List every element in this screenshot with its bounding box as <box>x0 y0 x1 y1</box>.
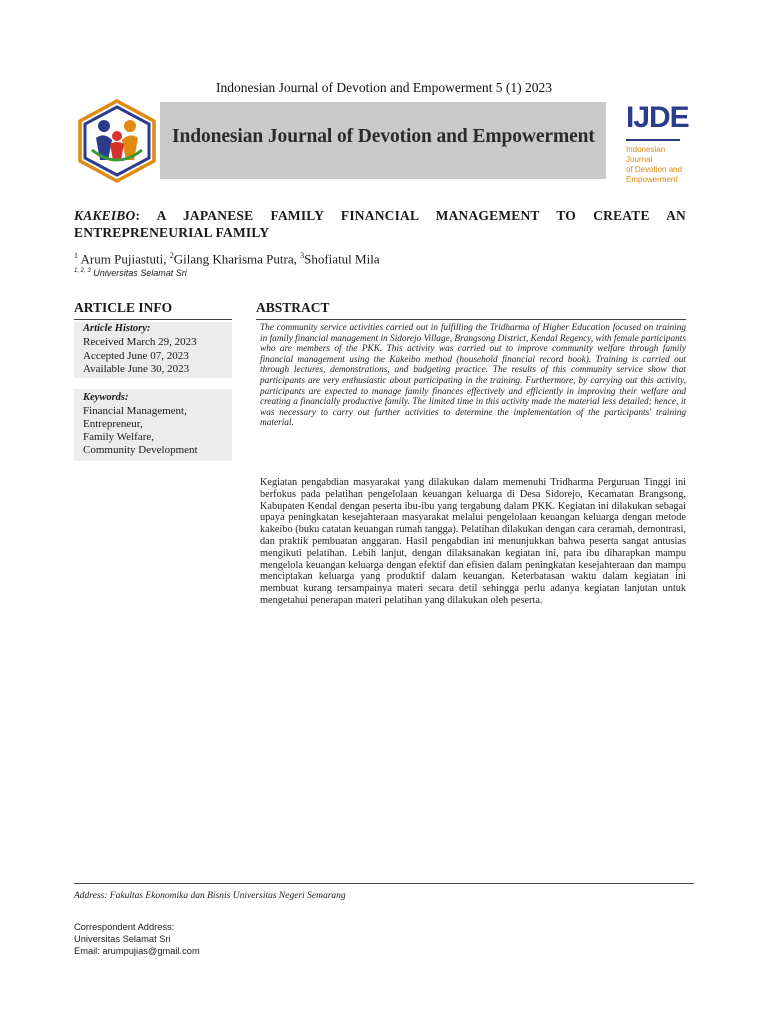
article-info-rule <box>74 319 232 320</box>
keywords-box <box>74 389 232 461</box>
keyword: Entrepreneur, <box>83 418 143 430</box>
history-accepted: Accepted June 07, 2023 <box>83 350 189 362</box>
running-head: Indonesian Journal of Devotion and Empowerment 5 (1) 2023 <box>216 80 552 95</box>
ijde-logo-text: IJDE <box>626 101 689 134</box>
footer-address: Address: Fakultas Ekonomika dan Bisnis Universitas Negeri Semarang <box>74 891 346 901</box>
affiliation: $^{1, 2, 3}$ Universitas Selamat Sri <box>74 268 187 278</box>
history-available: Available June 30, 2023 <box>83 363 190 375</box>
keyword: Financial Management, <box>83 405 187 417</box>
keyword: Family Welfare, <box>83 431 155 443</box>
journal-title: Indonesian Journal of Devotion and Empowerment <box>172 126 595 147</box>
article-title-italic: KAKEIBO <box>74 208 136 223</box>
ijde-logo-subtitle: Indonesian Journal of Devotion and Empowerment <box>626 145 683 184</box>
abstract-english: The community service activities carried out in fulfilling the Tridharma of Higher Education focused on training in family financial management in Sidorejo Village, Brangsong District, Kendal Regency, with female participants who are members of the PKK. This activity was carried out to improve community welfare through family financial management using the Kakeibo method (household financial record book). Training is carried out through lectures, demonstrations, and budgeting practice. The results of this community service show that participants are very enthusiastic about participating in the training. Furthermore, by carrying out this activity, participants are expected to manage family finances effectively and efficiently in improving their welfare and creating a financially productive family. The limited time in this activity made the material less detailed; hence, it was necessary to carry out further activities to determine the implementation of the participants' training material. <box>260 323 686 429</box>
article-title <box>74 207 686 241</box>
correspondent-institution: Universitas Selamat Sri <box>74 934 171 944</box>
journal-hexagon-logo <box>74 98 160 184</box>
journal-banner <box>74 98 689 184</box>
author-list: $^1$ Arum Pujiastuti, $^2$Gilang Kharisma Putra, $^3$Shofiatul Mila <box>74 251 380 267</box>
author-name: Arum Pujiastuti, <box>80 251 170 267</box>
author-name: Shofiatul Mila <box>304 251 380 267</box>
article-history-label: Article History: <box>83 323 151 334</box>
family-logo-icon <box>74 98 160 184</box>
correspondent-email: Email: arumpujias@gmail.com <box>74 946 200 956</box>
keyword: Community Development <box>83 444 198 456</box>
article-history-box <box>74 322 232 378</box>
author-name: Gilang Kharisma Putra, <box>173 251 301 267</box>
ijde-logo-rule <box>626 139 680 141</box>
abstract-indonesian: Kegiatan pengabdian masyarakat yang dilakukan dalam memenuhi Tridharma Perguruan Tinggi ini berfokus pada pelatihan pengelolaan keuangan keluarga di Desa Sidorejo, Kecamatan Brangsong, Kabupaten Kendal dengan peserta ibu-ibu yang tergabung dalam PKK. Kegiatan ini dilakukan sebagai upaya peningkatan kesejahteraan masyarakat melalui pengelolaan keuangan keluarga dengan metode kakeibo (buku catatan keuangan rumah tangga). Pelatihan dilakukan dengan cara ceramah, demontrasi, dan praktik pembuatan anggaran. Hasil pengabdian ini menunjukkan bahwa peserta sangat antusias mengikuti pelatihan. Lebih lanjut, dengan dilaksanakan kegiatan ini, para ibu diharapkan mampu mengelola keuangan keluarga dengan efektif dan efisien dalam peningkatan kesejahteraan dan mampu menciptakan keluarga yang produktif dalam keuangan. Keterbatasan waktu dalam kegiatan ini membuat kurang tersampainya materi secara detil sehingga perlu adanya kegiatan lanjutan untuk mengetahui penerapan materi pelatihan yang dilakukan oleh peserta. <box>260 477 686 606</box>
history-received: Received March 29, 2023 <box>83 336 197 348</box>
ijde-logo <box>620 98 689 184</box>
abstract-heading: ABSTRACT <box>256 300 330 315</box>
article-title-rest: : A JAPANESE FAMILY FINANCIAL MANAGEMENT TO CREATE AN ENTREPRENEURIAL FAMILY <box>74 208 686 240</box>
article-info-heading: ARTICLE INFO <box>74 300 173 315</box>
abstract-rule <box>256 319 686 320</box>
correspondent-label: Correspondent Address: <box>74 922 175 932</box>
footer-rule <box>74 883 694 884</box>
keywords-label: Keywords: <box>83 392 129 403</box>
